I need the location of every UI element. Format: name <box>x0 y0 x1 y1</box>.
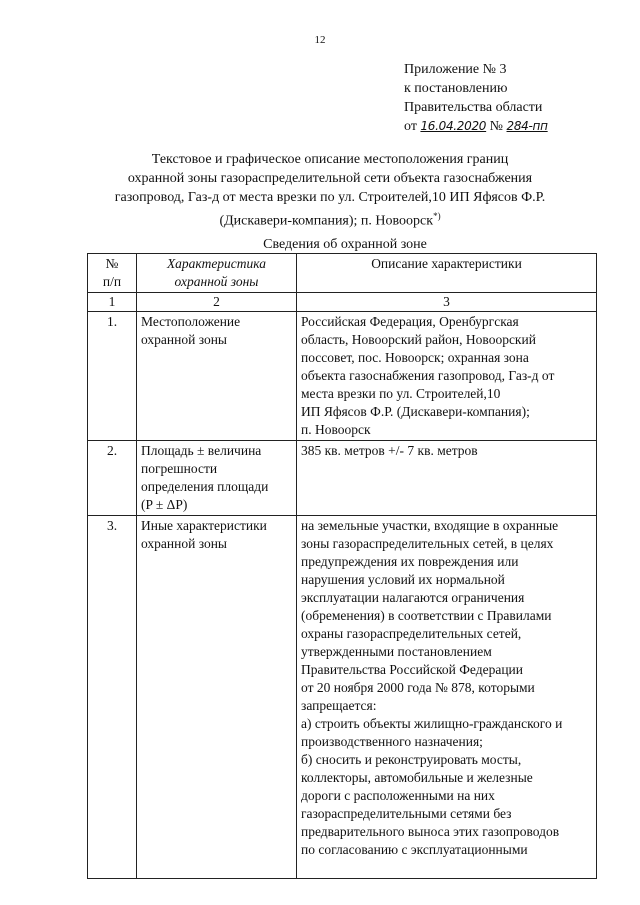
cell-line: утвержденными постановлением <box>301 644 492 659</box>
date-prefix: от <box>404 119 417 134</box>
row-number: 2. <box>88 441 137 516</box>
number-prefix: № <box>489 119 504 134</box>
table-row <box>88 516 597 879</box>
row-description <box>297 441 597 516</box>
title-line: охранной зоны газораспределительной сети объекта газоснабжения <box>127 171 533 186</box>
row-characteristic <box>137 312 297 441</box>
column-number: 2 <box>137 293 297 312</box>
cell-line: область, Новоорский район, Новоорский <box>301 332 536 347</box>
title-line: газопровод, Газ-д от места врезки по ул. Строителей,10 ИП Яфясов Ф.Р. <box>114 190 546 205</box>
row-number: 1. <box>88 312 137 441</box>
appendix-block <box>404 60 548 136</box>
cell-line: определения площади <box>141 479 269 494</box>
cell-line: Российская Федерация, Оренбургская <box>301 314 519 329</box>
row-description <box>297 516 597 879</box>
cell-line: коллекторы, автомобильные и железные <box>301 770 533 785</box>
cell-line: Местоположение <box>141 314 241 329</box>
cell-line: производственного назначения; <box>301 734 483 749</box>
row-characteristic <box>137 441 297 516</box>
cell-line: 385 кв. метров +/- 7 кв. метров <box>301 443 478 458</box>
row-description <box>297 312 597 441</box>
cell-line: на земельные участки, входящие в охранные <box>301 518 559 533</box>
cell-line: зоны газораспределительных сетей, в целях <box>301 536 554 551</box>
cell-line: б) сносить и реконструировать мосты, <box>301 752 522 767</box>
appendix-line: Правительства области <box>404 100 543 115</box>
title-line <box>70 207 590 231</box>
row-characteristic <box>137 516 297 879</box>
table-row <box>88 441 597 516</box>
cell-line: п. Новоорск <box>301 422 371 437</box>
cell-line: запрещается: <box>301 698 377 713</box>
title-line-text: (Дискавери-компания); п. Новоорск <box>219 213 434 229</box>
appendix-line: Приложение № 3 <box>404 62 507 77</box>
cell-line: по согласованию с эксплуатационными <box>301 842 528 857</box>
cell-line: предварительного выноса этих газопроводов <box>301 824 560 839</box>
cell-line: погрешности <box>141 461 218 476</box>
header-characteristic <box>137 254 297 293</box>
header-text: Характеристика <box>166 256 267 271</box>
cell-line: предупреждения их повреждения или <box>301 554 519 569</box>
cell-line: поссовет, пос. Новоорск; охранная зона <box>301 350 529 365</box>
cell-line: Площадь ± величина <box>141 443 262 458</box>
handwritten-number: 284-пп <box>506 119 548 133</box>
header-text: п/п <box>102 274 122 289</box>
header-description: Описание характеристики <box>297 254 597 293</box>
title-line: Текстовое и графическое описание местоположения границ <box>151 152 509 167</box>
cell-line: (P ± ΔP) <box>141 497 188 512</box>
page-number: 12 <box>314 34 326 46</box>
cell-line: охранной зоны <box>141 332 228 347</box>
table-caption: Сведения об охранной зоне <box>263 237 427 252</box>
table-row <box>88 312 597 441</box>
appendix-line: к постановлению <box>404 81 508 96</box>
cell-line: охраны газораспределительных сетей, <box>301 626 522 641</box>
cell-line: газораспределительными сетями без <box>301 806 512 821</box>
row-number: 3. <box>88 516 137 879</box>
cell-line: охранной зоны <box>141 536 228 551</box>
cell-line: Правительства Российской Федерации <box>301 662 523 677</box>
cell-line: а) строить объекты жилищно-гражданского и <box>301 716 563 731</box>
cell-line: объекта газоснабжения газопровод, Газ-д от <box>301 368 555 383</box>
footnote-mark: *) <box>433 211 441 221</box>
cell-line: эксплуатации налагаются ограничения <box>301 590 525 605</box>
handwritten-date: 16.04.2020 <box>420 119 487 133</box>
document-title <box>70 150 590 231</box>
column-number: 3 <box>297 293 597 312</box>
cell-line: дороги с расположенными на них <box>301 788 495 803</box>
header-num <box>88 254 137 293</box>
column-number: 1 <box>88 293 137 312</box>
protection-zone-table <box>87 253 597 879</box>
cell-line: нарушения условий их нормальной <box>301 572 505 587</box>
header-text: охранной зоны <box>174 274 259 289</box>
appendix-date-line <box>404 117 548 136</box>
column-number-row <box>88 293 597 312</box>
cell-line: места врезки по ул. Строителей,10 <box>301 386 501 401</box>
cell-line: ИП Яфясов Ф.Р. (Дискавери-компания); <box>301 404 530 419</box>
header-text: № <box>105 256 119 271</box>
cell-line: (обременения) в соответствии с Правилами <box>301 608 552 623</box>
table-header-row <box>88 254 597 293</box>
cell-line: Иные характеристики <box>141 518 267 533</box>
cell-line: от 20 ноября 2000 года № 878, которыми <box>301 680 535 695</box>
